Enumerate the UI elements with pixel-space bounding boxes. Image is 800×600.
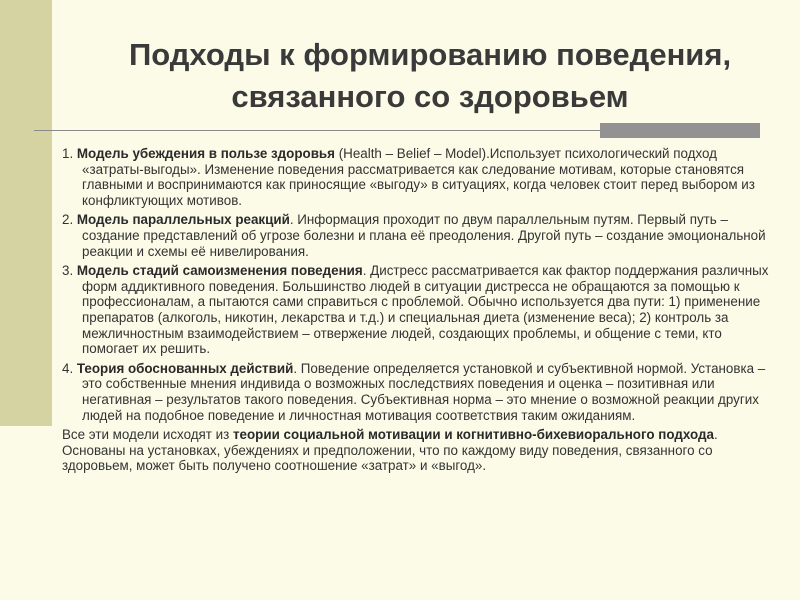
paragraph-heading: Теория обоснованных действий: [76, 360, 294, 376]
conclusion-text: . Основаны на установках, убеждениях и предположении, что по каждому виду поведения, связанного со здоровьем, может быть получено соотношение «затрат» и «выгод».: [62, 427, 718, 474]
title-divider-block: [600, 123, 760, 138]
paragraph-text: . Дистресс рассматривается как фактор поддержания различных форм аддиктивного поведения. Большинство людей в ситуации дистресса не обращаются за помощью к профессионалам, а пытаются сами справиться с проблемой. Обычно используется два пути: 1) применение препаратов (алкоголь, никотин, лекарства и т.д.) и специальная диета (изменение веса); 2) контроль за межличностным взаимодействием – отвержение людей, создающих проблемы, и общение с теми, кто помогает их решить.: [82, 263, 769, 357]
slide-title: [60, 34, 800, 118]
paragraph-heading: Модель стадий самоизменения поведения: [76, 263, 363, 279]
paragraph-heading: Модель параллельных реакций: [76, 212, 290, 228]
paragraph-number: 1.: [62, 146, 77, 161]
slide-title-line-1: Подходы к формированию поведения,: [128, 37, 732, 72]
conclusion-paragraph: [62, 427, 778, 474]
left-accent-bar: [0, 0, 52, 426]
model-paragraph-2: [62, 212, 778, 259]
paragraph-number: 2.: [62, 212, 77, 228]
paragraph-number: 3.: [62, 263, 77, 279]
paragraph-text: (Health – Belief – Model).Использует психологический подход «затраты-выгоды». Изменение поведения рассматривается как следование мотивам, которые становятся главными и воспринимаются как приносящие «выгоду» в ситуациях, когда человек стоит перед выбором из конфликтующих мотивов.: [82, 146, 755, 208]
conclusion-prefix: Все эти модели исходят из: [62, 427, 233, 443]
model-paragraph-1: [62, 146, 778, 208]
model-paragraph-3: [62, 263, 778, 357]
slide-title-line-2: связанного со здоровьем: [231, 79, 629, 114]
paragraph-text: . Информация проходит по двум параллельным путям. Первый путь – создание представлений об угрозе болезни и плана её преодоления. Другой путь – создание эмоциональной реакции и схемы её нивелирования.: [82, 212, 766, 259]
conclusion-highlight: теории социальной мотивации и когнитивно-бихевиорального подхода: [233, 427, 714, 443]
slide-body: [62, 146, 778, 478]
paragraph-heading: Модель убеждения в пользе здоровья: [76, 146, 335, 161]
paragraph-text: . Поведение определяется установкой и субъективной нормой. Установка – это собственные мнения индивида о возможных последствиях поведения и оценка – позитивная или негативная – результатов такого поведения. Субъективная норма – это мнение о возможной реакции других людей на подобное поведение и личностная мотивация соответствия таким ожиданиям.: [82, 360, 766, 423]
paragraph-number: 4.: [62, 360, 77, 376]
model-paragraph-4: [62, 361, 778, 423]
